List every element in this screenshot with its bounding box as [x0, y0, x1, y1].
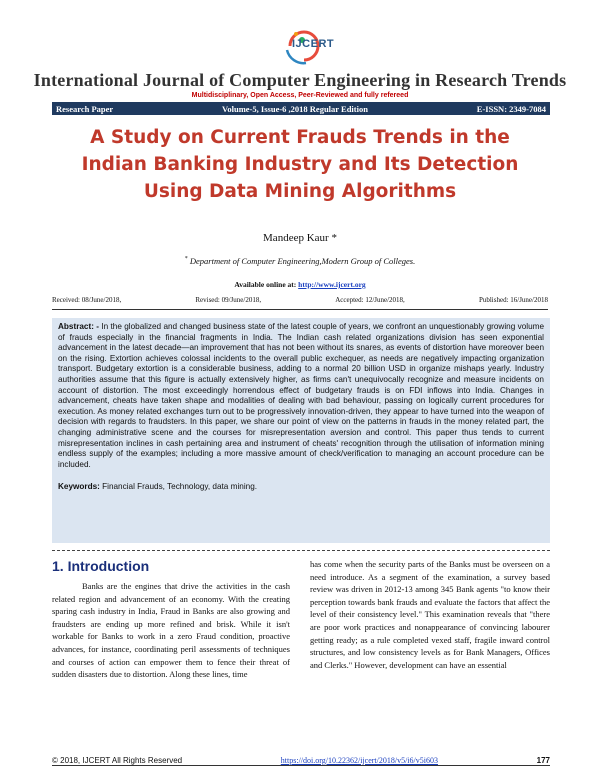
right-column [310, 558, 550, 671]
abstract-box [52, 318, 550, 543]
doi-link[interactable]: https://doi.org/10.22362/ijcert/2018/v5/i6/v5i603 [280, 755, 438, 765]
received-date: Received: 08/June/2018, [52, 296, 122, 304]
keywords-label: Keywords: [58, 482, 100, 492]
author-name: Mandeep Kaur * [263, 232, 337, 244]
revised-date: Revised: 09/June/2018, [195, 296, 262, 304]
paper-title: A Study on Current Frauds Trends in the Indian Banking Industry and Its Detection Using Data Mining Algorithms [81, 127, 519, 202]
paper-type: Research Paper [56, 103, 114, 114]
footer-rule [52, 765, 550, 766]
journal-url-link[interactable]: http://www.ijcert.org [298, 280, 366, 289]
logo-text: IJCERT [292, 38, 335, 50]
keywords [58, 482, 544, 493]
abstract-text: In the globalized and changed business state of the latest couple of years, we confront an unquestionably growing volume of frauds especially in the financial fragments in India. The Indian cash related organizations division has seen exponential advancement in the latest decade—an improvement that has not been without its snares, as events of distortion have moreover been on the rising. Extortion achieves colossal incidents to the overall public exchequer, as needs are negatively impacting organization transport. Budgetary extortion is a considerable business, adding to a normal 20 billion USD in organize mishaps yearly. Industry authorities assume that this figure is actually extensively higher, as firms can't unequivocally recognize and measure incidents on account of distortion. The most exceedingly horrendous effect of budgetary frauds is on FDI inflows into India. Changes in advancement, cheats have taken shape and modalities of dealing with bad behaviour, passing on logically current procedures for execution. As money related exchanges turn out to be progressively innovation-driven, they appear to have turned into the weapon of decision with regards to fraudsters. In this paper, we share our point of view on the patterns in frauds in the money related part, the changing administrative scene and the courses for misrepresentation aversion and control. This paper thus tends to current misrepresentation inclines in cash pertaining area and instrument of cheats' recognition through the utilisation of information mining endless supply of the examples; including a more massive amount of check/verification to managing an account procedure can be included. [58, 322, 544, 469]
section-divider [52, 550, 550, 551]
dates-row [52, 296, 548, 310]
accepted-date: Accepted: 12/June/2018, [335, 296, 405, 304]
published-date: Published: 16/June/2018 [478, 296, 548, 304]
affiliation-text: Department of Computer Engineering,Modern Group of Colleges. [187, 256, 416, 266]
keywords-text: Financial Frauds, Technology, data mining. [99, 482, 258, 492]
abstract [58, 322, 544, 470]
issn: E-ISSN: 2349-7084 [476, 103, 546, 114]
journal-title: International Journal of Computer Engineering in Research Trends [33, 70, 567, 90]
copyright: © 2018, IJCERT All Rights Reserved [52, 755, 183, 765]
journal-subtitle: Multidisciplinary, Open Access, Peer-Reviewed and fully refereed [191, 92, 409, 99]
abstract-label: Abstract: - [58, 322, 100, 331]
intro-right-text: has come when the security parts of the Banks must be overseen on a need introduce. As a segment of the examination, a survey based review was driven in 2012-13 among 345 Bank agents "to know their perception towards bank frauds and evaluate the factors that affect the level of their consistency level." This examination reveals that "there are poor work practices and nonappearance of convincing labourer getting ready; as a rule completed vexed staff, fragile inward control structures, and low consistency levels as for Bank Managers, Offices and Clerks." However, development can have an essential [310, 559, 550, 670]
page-number: 177 [536, 755, 550, 765]
volume-info: Volume-5, Issue-6 ,2018 Regular Edition [222, 103, 368, 114]
introduction-heading: 1. Introduction [52, 558, 150, 574]
left-column [52, 558, 290, 681]
available-label: Available online at: [234, 280, 299, 289]
intro-left-text: Banks are the engines that drive the activities in the cash related region and advancement of an economy. With the creating sparing cash industry in India, Fraud in Banks are also growing and fraudsters are ending up more refined and brisk. While it isn't workable for Banks to work in a zero Fraud condition, proactive advances, for instance, coordinating peril assessments of techniques and courses of action can empower them to fence their threat of sudden disasters due to distortion. Along these lines, time [52, 581, 290, 680]
meta-bar [52, 102, 550, 115]
available-online [0, 280, 600, 289]
affiliation [0, 256, 600, 266]
affiliation-mark: * [184, 256, 188, 263]
